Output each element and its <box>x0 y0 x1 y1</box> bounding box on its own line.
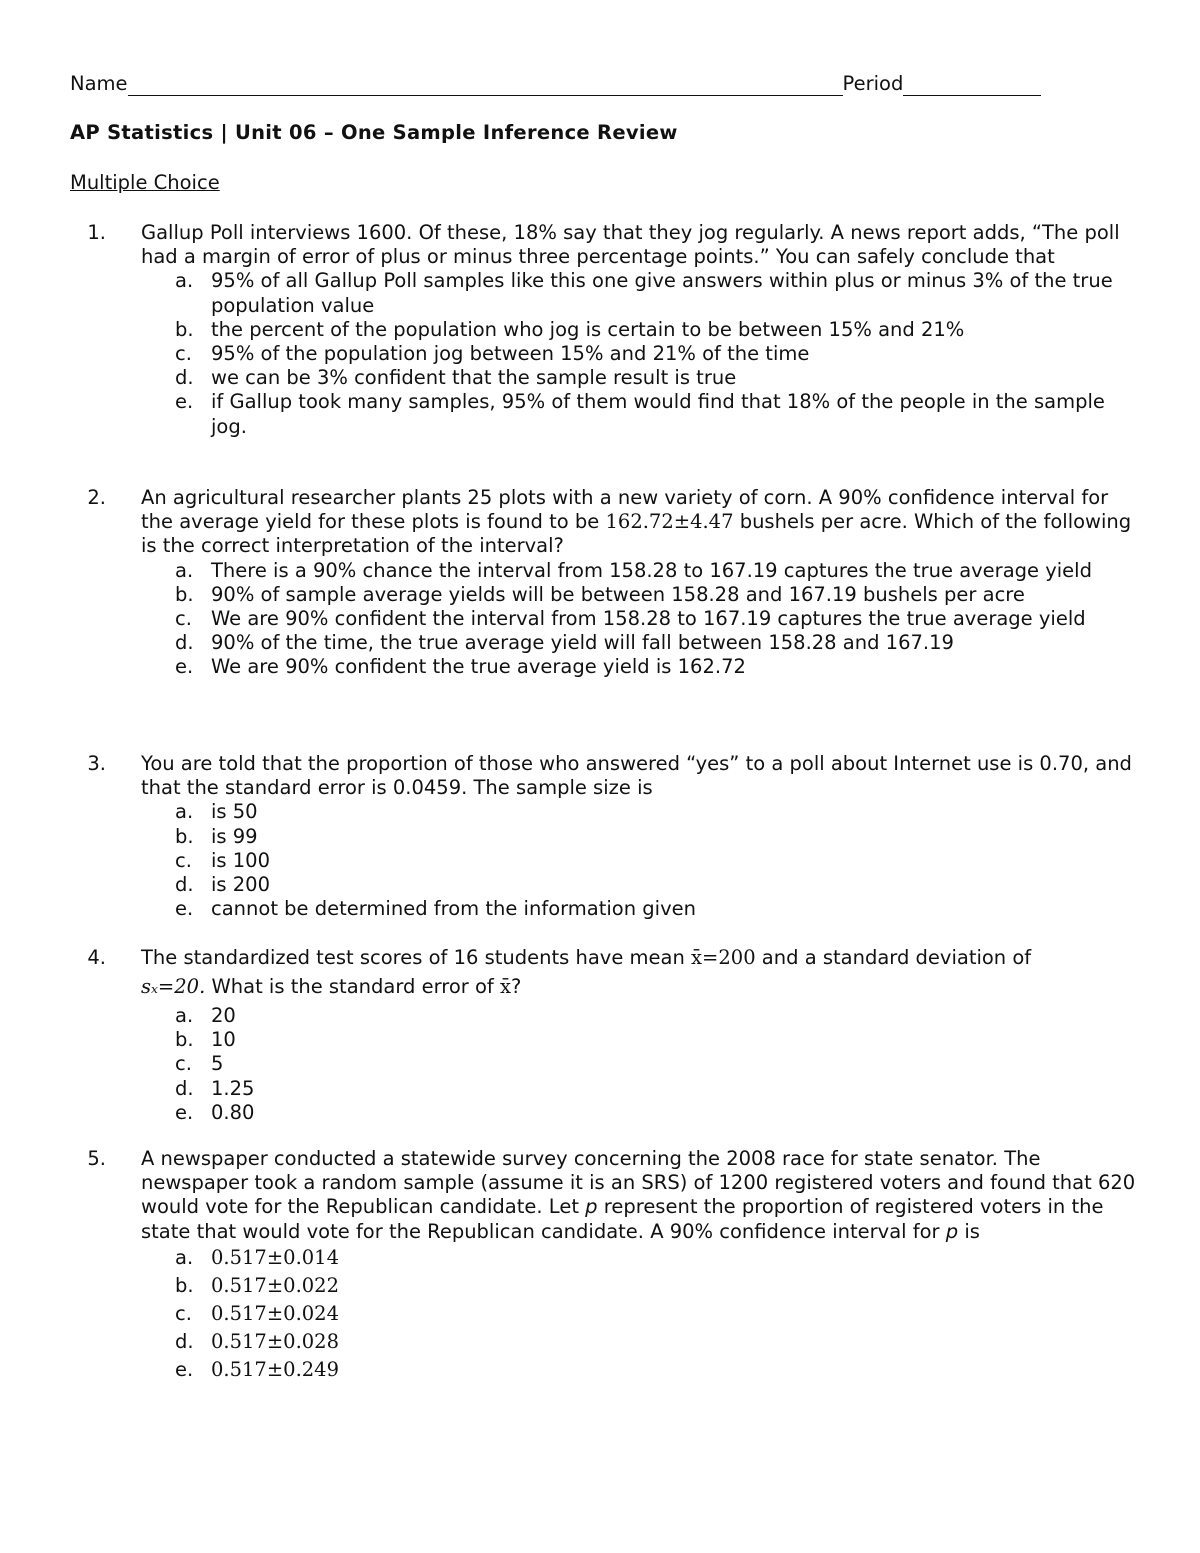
option-letter: c. <box>175 1301 192 1325</box>
option-letter: e. <box>175 1100 194 1124</box>
option-a <box>175 1244 1140 1272</box>
option-text: the percent of the population who jog is certain to be between 15% and 21% <box>211 317 965 341</box>
option-e <box>175 897 1140 921</box>
option-text: is 100 <box>211 848 270 872</box>
option-letter: e. <box>175 1357 194 1381</box>
option-e <box>175 390 1140 438</box>
name-label: Name <box>70 72 128 95</box>
question-stem: Gallup Poll interviews 1600. Of these, 18% say that they jog regularly. A news report adds, “The poll had a margin of error of plus or minus three percentage points.” You can safely conclude that <box>141 221 1120 269</box>
option-letter: c. <box>175 1052 192 1076</box>
option-text: 90% of the time, the true average yield will fall between 158.28 and 167.19 <box>211 631 954 655</box>
option-text: 5 <box>211 1052 224 1076</box>
xbar-math: x̄ <box>499 975 511 998</box>
period-label: Period <box>842 72 904 95</box>
option-letter: a. <box>175 1245 194 1269</box>
option-letter: b. <box>175 1028 194 1052</box>
option-text: 0.80 <box>211 1100 255 1124</box>
option-c <box>175 1300 1140 1328</box>
option-text: 95% of the population jog between 15% and 21% of the time <box>211 342 810 366</box>
option-b <box>175 1028 1140 1052</box>
question-4 <box>70 946 1140 1125</box>
option-letter: a. <box>175 558 194 582</box>
option-letter: b. <box>175 582 194 606</box>
stem-text: and a standard deviation of <box>755 946 1032 969</box>
name-period-row <box>70 70 1060 96</box>
option-b <box>175 582 1140 607</box>
option-text: 0.517±0.022 <box>211 1273 339 1297</box>
option-letter: a. <box>175 1004 194 1027</box>
option-c <box>175 1052 1140 1076</box>
option-letter: c. <box>175 848 192 872</box>
stem-text: The standardized test scores of 16 students have mean <box>141 946 692 969</box>
option-text: if Gallup took many samples, 95% of them would find that 18% of the people in the sample jog. <box>211 390 1105 438</box>
question-stem: You are told that the proportion of those who answered “yes” to a poll about Internet use is 0.70, and that the standard error is 0.0459. The sample size is <box>141 752 1132 800</box>
option-d <box>175 631 1140 655</box>
p-symbol: p <box>945 1219 959 1243</box>
option-letter: d. <box>175 366 194 390</box>
option-text: is 50 <box>211 800 258 824</box>
option-e <box>175 1100 1140 1125</box>
option-a <box>175 800 1140 824</box>
option-e <box>175 1356 1140 1384</box>
question-stem <box>141 1147 1140 1244</box>
option-text: we can be 3% confident that the sample result is true <box>211 366 737 390</box>
option-letter: c. <box>175 342 192 366</box>
period-blank-line <box>903 75 1041 96</box>
p-symbol: p <box>585 1195 598 1219</box>
stem-text: An agricultural researcher plants 25 plots with a new variety of corn. A 90% confidence interval for the average yield for these plots is found to be <box>141 486 1109 534</box>
stem-text: What is the standard error of <box>205 975 500 998</box>
option-d <box>175 1328 1140 1356</box>
option-letter: d. <box>175 631 194 655</box>
option-d <box>175 1076 1140 1101</box>
option-letter: a. <box>175 800 194 824</box>
option-text: 95% of all Gallup Poll samples like this one give answers within plus or minus 3% of the true population value <box>211 269 1113 317</box>
option-letter: d. <box>175 873 194 897</box>
option-text: 0.517±0.024 <box>211 1301 339 1325</box>
option-b <box>175 824 1140 849</box>
option-text: 90% of sample average yields will be between 158.28 and 167.19 bushels per acre <box>211 582 1025 606</box>
option-letter: e. <box>175 390 194 414</box>
option-a <box>175 558 1140 583</box>
option-b <box>175 1272 1140 1300</box>
stem-text: is <box>958 1219 980 1243</box>
question-number: 2. <box>87 486 106 509</box>
stem-text: represent the proportion of registered voters in the state that would vote for the Republican candidate. A 90% confidence interval for <box>141 1195 1104 1243</box>
question-3 <box>70 752 1140 921</box>
stem-text: bushels per acre. Which of the following is the correct interpretation of the interval? <box>141 510 1132 558</box>
option-text: is 99 <box>211 824 258 848</box>
question-number: 5. <box>87 1147 106 1170</box>
option-letter: b. <box>175 317 194 341</box>
option-letter: d. <box>175 1329 194 1353</box>
page-title: AP Statistics | Unit 06 – One Sample Inference Review <box>70 121 678 144</box>
option-letter: e. <box>175 897 194 921</box>
option-text: 0.517±0.249 <box>211 1357 339 1381</box>
option-text: cannot be determined from the information given <box>211 897 696 921</box>
question-number: 1. <box>87 221 106 244</box>
name-blank-line <box>128 75 843 96</box>
option-letter: a. <box>175 269 194 293</box>
option-text: 1.25 <box>211 1076 255 1100</box>
option-text: 0.517±0.028 <box>211 1329 339 1353</box>
option-text: We are 90% confident the interval from 158.28 to 167.19 captures the true average yield <box>211 607 1086 631</box>
option-text: There is a 90% chance the interval from 158.28 to 167.19 captures the true average yield <box>211 558 1092 582</box>
option-c <box>175 342 1140 366</box>
option-letter: d. <box>175 1076 194 1100</box>
option-d <box>175 366 1140 390</box>
question-1 <box>70 221 1140 439</box>
question-5 <box>70 1147 1140 1384</box>
option-letter: e. <box>175 655 194 679</box>
option-text: 0.517±0.014 <box>211 1245 339 1269</box>
option-c <box>175 848 1140 873</box>
option-b <box>175 317 1140 342</box>
option-text: is 200 <box>211 873 270 897</box>
option-e <box>175 655 1140 679</box>
option-text: We are 90% confident the true average yield is 162.72 <box>211 655 746 679</box>
option-letter: c. <box>175 607 192 631</box>
interval-math: 162.72±4.47 <box>605 510 734 534</box>
option-letter: b. <box>175 824 194 848</box>
question-stem <box>141 486 1140 559</box>
option-c <box>175 607 1140 631</box>
question-number: 3. <box>87 752 106 775</box>
stem-line-1 <box>141 946 1140 970</box>
section-heading: Multiple Choice <box>70 171 220 194</box>
mean-math: x̄=200 <box>691 946 756 969</box>
option-text: 10 <box>211 1028 236 1052</box>
stem-line-2 <box>141 970 1140 1004</box>
sd-math: sₓ=20. <box>141 975 206 998</box>
stem-text: ? <box>510 975 522 998</box>
option-a <box>175 1004 1140 1028</box>
question-number: 4. <box>87 946 106 969</box>
option-d <box>175 873 1140 897</box>
option-a <box>175 269 1140 317</box>
option-text: 20 <box>211 1004 236 1027</box>
option-letter: b. <box>175 1273 194 1297</box>
question-stem <box>141 946 1140 1004</box>
stem-text: A newspaper conducted a statewide survey concerning the 2008 race for state senator. The newspaper took a random sample (assume it is an SRS) of 1200 registered voters and found that 620 would vote for the Republican candidate. Let <box>141 1147 1136 1219</box>
question-2 <box>70 486 1140 680</box>
